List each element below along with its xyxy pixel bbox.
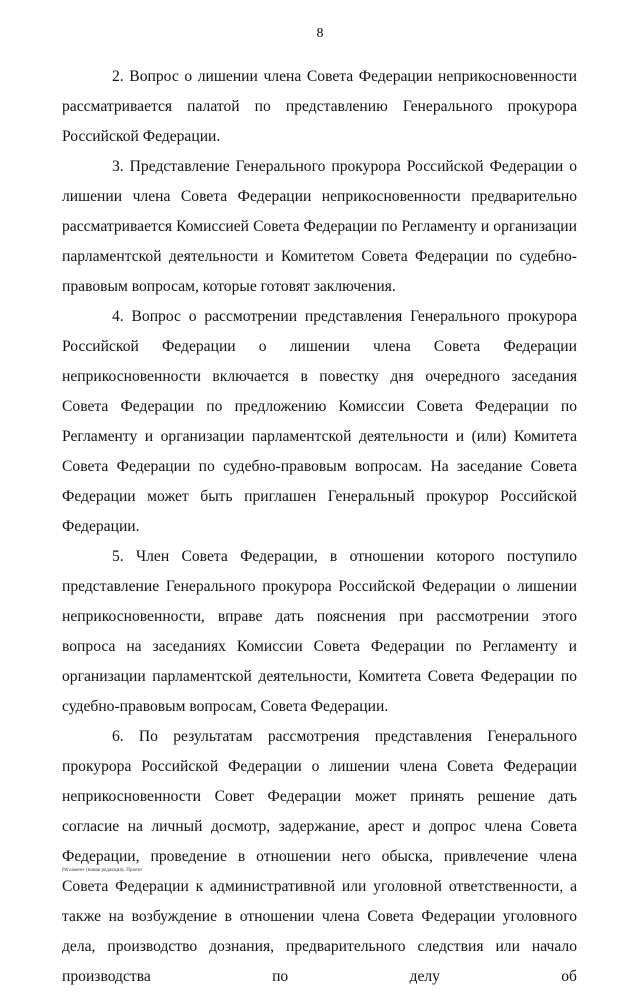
document-body — [62, 62, 577, 992]
paragraph-4: 4. Вопрос о рассмотрении представления Генерального прокурора Российской Федерации о лишении члена Совета Федерации неприкосновенности включается в повестку дня очередного заседания Совета Федерации по предложению Комиссии Совета Федерации по Регламенту и организации парламентской деятельности и (или) Комитета Совета Федерации по судебно-правовым вопросам. На заседание Совета Федерации может быть приглашен Генеральный прокурор Российской Федерации. — [62, 308, 577, 535]
paragraph-3: 3. Представление Генерального прокурора Российской Федерации о лишении члена Совета Федерации неприкосновенности предварительно рассматривается Комиссией Совета Федерации по Регламенту и организации парламентской деятельности и Комитетом Совета Федерации по судебно-правовым вопросам, которые готовят заключения. — [62, 158, 577, 295]
paragraph-2: 2. Вопрос о лишении члена Совета Федерации неприкосновенности рассматривается палатой по представлению Генерального прокурора Российской Федерации. — [62, 68, 577, 145]
document-footer: Регламент (новая редакция). Проект — [62, 868, 143, 873]
paragraph-5: 5. Член Совета Федерации, в отношении которого поступило представление Генерального прокурора Российской Федерации о лишении неприкосновенности, вправе дать пояснения при рассмотрении этого вопроса на заседаниях Комиссии Совета Федерации по Регламенту и организации парламентской деятельности, Комитета Совета Федерации по судебно-правовым вопросам, Совета Федерации. — [62, 548, 577, 715]
page-number: 8 — [316, 26, 324, 41]
paragraph-6: 6. По результатам рассмотрения представления Генерального прокурора Российской Федерации о лишении члена Совета Федерации неприкосновенности Совет Федерации может принять решение дать согласие на личный досмотр, задержание, арест и допрос члена Совета Федерации, проведение в отношении него обыска, привлечение члена Совета Федерации к административной или уголовной ответственности, а также на возбуждение в отношении члена Совета Федерации уголовного дела, производство дознания, предварительного следствия или начало производства по делу об — [62, 728, 577, 985]
